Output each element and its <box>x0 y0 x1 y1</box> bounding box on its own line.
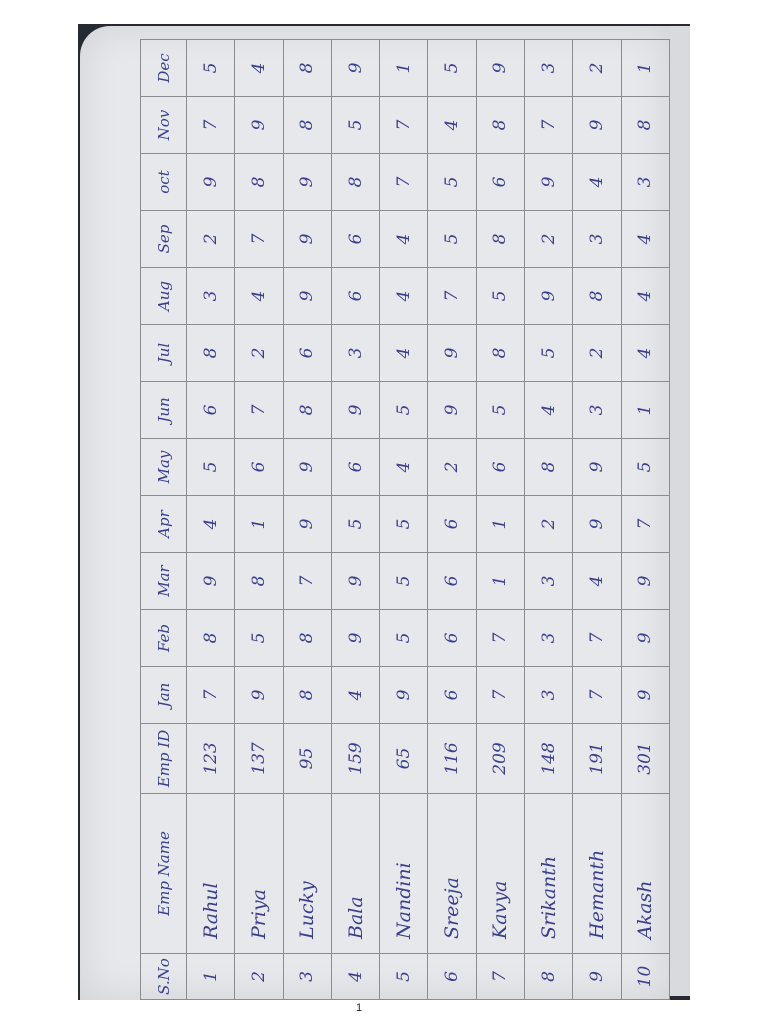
month-value-cell: 9 <box>283 268 331 325</box>
month-value-cell: 5 <box>380 382 428 439</box>
month-value-cell: 6 <box>428 610 476 667</box>
month-value-cell: 4 <box>187 496 235 553</box>
month-value-cell: 9 <box>525 268 573 325</box>
employee-id-cell: 116 <box>428 724 476 794</box>
column-header: oct <box>141 154 187 211</box>
month-value-cell: 3 <box>525 553 573 610</box>
month-value-cell: 6 <box>331 439 379 496</box>
table-row <box>476 40 524 1000</box>
column-header: Nov <box>141 97 187 154</box>
month-value-cell: 3 <box>621 154 669 211</box>
month-value-cell: 5 <box>476 382 524 439</box>
employee-id-cell: 159 <box>331 724 379 794</box>
month-value-cell: 9 <box>235 97 283 154</box>
month-value-cell: 8 <box>283 610 331 667</box>
month-value-cell: 5 <box>428 40 476 97</box>
month-value-cell: 8 <box>187 610 235 667</box>
month-value-cell: 9 <box>187 154 235 211</box>
column-header: Sep <box>141 211 187 268</box>
month-value-cell: 7 <box>476 610 524 667</box>
month-value-cell: 8 <box>187 325 235 382</box>
month-value-cell: 2 <box>235 325 283 382</box>
month-value-cell: 8 <box>331 154 379 211</box>
employee-id-cell: 65 <box>380 724 428 794</box>
month-value-cell: 2 <box>525 211 573 268</box>
month-value-cell: 6 <box>428 553 476 610</box>
header-row <box>141 40 187 1000</box>
month-value-cell: 8 <box>476 211 524 268</box>
month-value-cell: 9 <box>428 325 476 382</box>
month-value-cell: 6 <box>235 439 283 496</box>
month-value-cell: 1 <box>621 40 669 97</box>
month-value-cell: 4 <box>621 211 669 268</box>
month-value-cell: 9 <box>621 553 669 610</box>
month-value-cell: 2 <box>525 496 573 553</box>
month-value-cell: 7 <box>428 268 476 325</box>
month-value-cell: 7 <box>476 667 524 724</box>
month-value-cell: 4 <box>235 40 283 97</box>
column-header: Emp ID <box>141 724 187 794</box>
month-value-cell: 4 <box>621 325 669 382</box>
month-value-cell: 2 <box>573 40 621 97</box>
column-header: Emp Name <box>141 794 187 954</box>
serial-number-cell: 1 <box>187 954 235 1000</box>
month-value-cell: 3 <box>525 610 573 667</box>
month-value-cell: 7 <box>187 667 235 724</box>
employee-name-cell: Kavya <box>476 794 524 954</box>
month-value-cell: 9 <box>283 211 331 268</box>
month-value-cell: 2 <box>428 439 476 496</box>
month-value-cell: 8 <box>235 553 283 610</box>
month-value-cell: 4 <box>573 553 621 610</box>
serial-number-cell: 8 <box>525 954 573 1000</box>
serial-number-cell: 5 <box>380 954 428 1000</box>
page-edge <box>670 26 690 996</box>
month-value-cell: 8 <box>573 268 621 325</box>
month-value-cell: 3 <box>525 40 573 97</box>
serial-number-cell: 3 <box>283 954 331 1000</box>
table-row <box>525 40 573 1000</box>
month-value-cell: 9 <box>187 553 235 610</box>
table-row <box>283 40 331 1000</box>
month-value-cell: 4 <box>380 325 428 382</box>
month-value-cell: 9 <box>235 667 283 724</box>
month-value-cell: 9 <box>380 667 428 724</box>
month-value-cell: 9 <box>573 439 621 496</box>
month-value-cell: 7 <box>235 211 283 268</box>
column-header: Aug <box>141 268 187 325</box>
month-value-cell: 9 <box>283 154 331 211</box>
month-value-cell: 6 <box>283 325 331 382</box>
month-value-cell: 9 <box>331 610 379 667</box>
employee-id-cell: 148 <box>525 724 573 794</box>
month-value-cell: 7 <box>235 382 283 439</box>
month-value-cell: 1 <box>621 382 669 439</box>
rotated-table-container <box>140 40 670 1000</box>
employee-id-cell: 137 <box>235 724 283 794</box>
month-value-cell: 9 <box>573 496 621 553</box>
month-value-cell: 8 <box>525 439 573 496</box>
column-header: S.No <box>141 954 187 1000</box>
month-value-cell: 4 <box>525 382 573 439</box>
month-value-cell: 7 <box>380 97 428 154</box>
month-value-cell: 4 <box>621 268 669 325</box>
month-value-cell: 9 <box>331 553 379 610</box>
column-header: Apr <box>141 496 187 553</box>
page-number: 1 <box>356 1002 363 1014</box>
month-value-cell: 3 <box>525 667 573 724</box>
employee-name-cell: Priya <box>235 794 283 954</box>
serial-number-cell: 4 <box>331 954 379 1000</box>
month-value-cell: 5 <box>380 610 428 667</box>
employee-name-cell: Rahul <box>187 794 235 954</box>
employee-id-cell: 95 <box>283 724 331 794</box>
employee-id-cell: 191 <box>573 724 621 794</box>
employee-name-cell: Lucky <box>283 794 331 954</box>
month-value-cell: 9 <box>573 97 621 154</box>
month-value-cell: 6 <box>476 154 524 211</box>
month-value-cell: 9 <box>476 40 524 97</box>
serial-number-cell: 10 <box>621 954 669 1000</box>
month-value-cell: 4 <box>380 268 428 325</box>
employee-id-cell: 301 <box>621 724 669 794</box>
month-value-cell: 5 <box>476 268 524 325</box>
month-value-cell: 5 <box>621 439 669 496</box>
month-value-cell: 4 <box>573 154 621 211</box>
serial-number-cell: 7 <box>476 954 524 1000</box>
month-value-cell: 9 <box>331 382 379 439</box>
month-value-cell: 5 <box>235 610 283 667</box>
month-value-cell: 1 <box>476 496 524 553</box>
month-value-cell: 8 <box>283 382 331 439</box>
month-value-cell: 7 <box>187 97 235 154</box>
month-value-cell: 5 <box>380 553 428 610</box>
month-value-cell: 7 <box>621 496 669 553</box>
table-row <box>187 40 235 1000</box>
month-value-cell: 5 <box>331 97 379 154</box>
serial-number-cell: 2 <box>235 954 283 1000</box>
month-value-cell: 6 <box>331 268 379 325</box>
month-value-cell: 9 <box>283 496 331 553</box>
month-value-cell: 7 <box>573 667 621 724</box>
employee-id-cell: 209 <box>476 724 524 794</box>
month-value-cell: 8 <box>235 154 283 211</box>
month-value-cell: 6 <box>428 667 476 724</box>
column-header: Jun <box>141 382 187 439</box>
month-value-cell: 8 <box>621 97 669 154</box>
table-row <box>621 40 669 1000</box>
month-value-cell: 4 <box>428 97 476 154</box>
month-value-cell: 4 <box>235 268 283 325</box>
table-row <box>573 40 621 1000</box>
month-value-cell: 8 <box>476 97 524 154</box>
month-value-cell: 6 <box>331 211 379 268</box>
month-value-cell: 1 <box>476 553 524 610</box>
month-value-cell: 2 <box>187 211 235 268</box>
month-value-cell: 7 <box>283 553 331 610</box>
month-value-cell: 9 <box>331 40 379 97</box>
column-header: Dec <box>141 40 187 97</box>
month-value-cell: 3 <box>331 325 379 382</box>
employee-name-cell: Hemanth <box>573 794 621 954</box>
month-value-cell: 5 <box>525 325 573 382</box>
employee-id-cell: 123 <box>187 724 235 794</box>
table-row <box>331 40 379 1000</box>
month-value-cell: 8 <box>476 325 524 382</box>
month-value-cell: 7 <box>573 610 621 667</box>
month-value-cell: 3 <box>187 268 235 325</box>
month-value-cell: 3 <box>573 382 621 439</box>
month-value-cell: 5 <box>187 40 235 97</box>
salary-table <box>140 39 670 1000</box>
column-header: May <box>141 439 187 496</box>
table-row <box>428 40 476 1000</box>
employee-name-cell: Sreeja <box>428 794 476 954</box>
month-value-cell: 9 <box>621 610 669 667</box>
month-value-cell: 1 <box>380 40 428 97</box>
employee-name-cell: Srikanth <box>525 794 573 954</box>
month-value-cell: 6 <box>428 496 476 553</box>
month-value-cell: 3 <box>573 211 621 268</box>
serial-number-cell: 6 <box>428 954 476 1000</box>
month-value-cell: 9 <box>428 382 476 439</box>
month-value-cell: 2 <box>573 325 621 382</box>
month-value-cell: 5 <box>428 211 476 268</box>
month-value-cell: 8 <box>283 40 331 97</box>
month-value-cell: 9 <box>283 439 331 496</box>
month-value-cell: 4 <box>380 211 428 268</box>
month-value-cell: 4 <box>380 439 428 496</box>
table-row <box>380 40 428 1000</box>
month-value-cell: 7 <box>380 154 428 211</box>
employee-name-cell: Nandini <box>380 794 428 954</box>
column-header: Jul <box>141 325 187 382</box>
month-value-cell: 9 <box>525 154 573 211</box>
column-header: Feb <box>141 610 187 667</box>
column-header: Jan <box>141 667 187 724</box>
month-value-cell: 5 <box>428 154 476 211</box>
month-value-cell: 1 <box>235 496 283 553</box>
serial-number-cell: 9 <box>573 954 621 1000</box>
month-value-cell: 5 <box>331 496 379 553</box>
month-value-cell: 4 <box>331 667 379 724</box>
month-value-cell: 9 <box>621 667 669 724</box>
table-row <box>235 40 283 1000</box>
month-value-cell: 5 <box>380 496 428 553</box>
month-value-cell: 5 <box>187 439 235 496</box>
table-body <box>187 40 670 1000</box>
employee-name-cell: Bala <box>331 794 379 954</box>
month-value-cell: 6 <box>476 439 524 496</box>
month-value-cell: 8 <box>283 97 331 154</box>
column-header: Mar <box>141 553 187 610</box>
month-value-cell: 8 <box>283 667 331 724</box>
month-value-cell: 6 <box>187 382 235 439</box>
employee-name-cell: Akash <box>621 794 669 954</box>
month-value-cell: 7 <box>525 97 573 154</box>
